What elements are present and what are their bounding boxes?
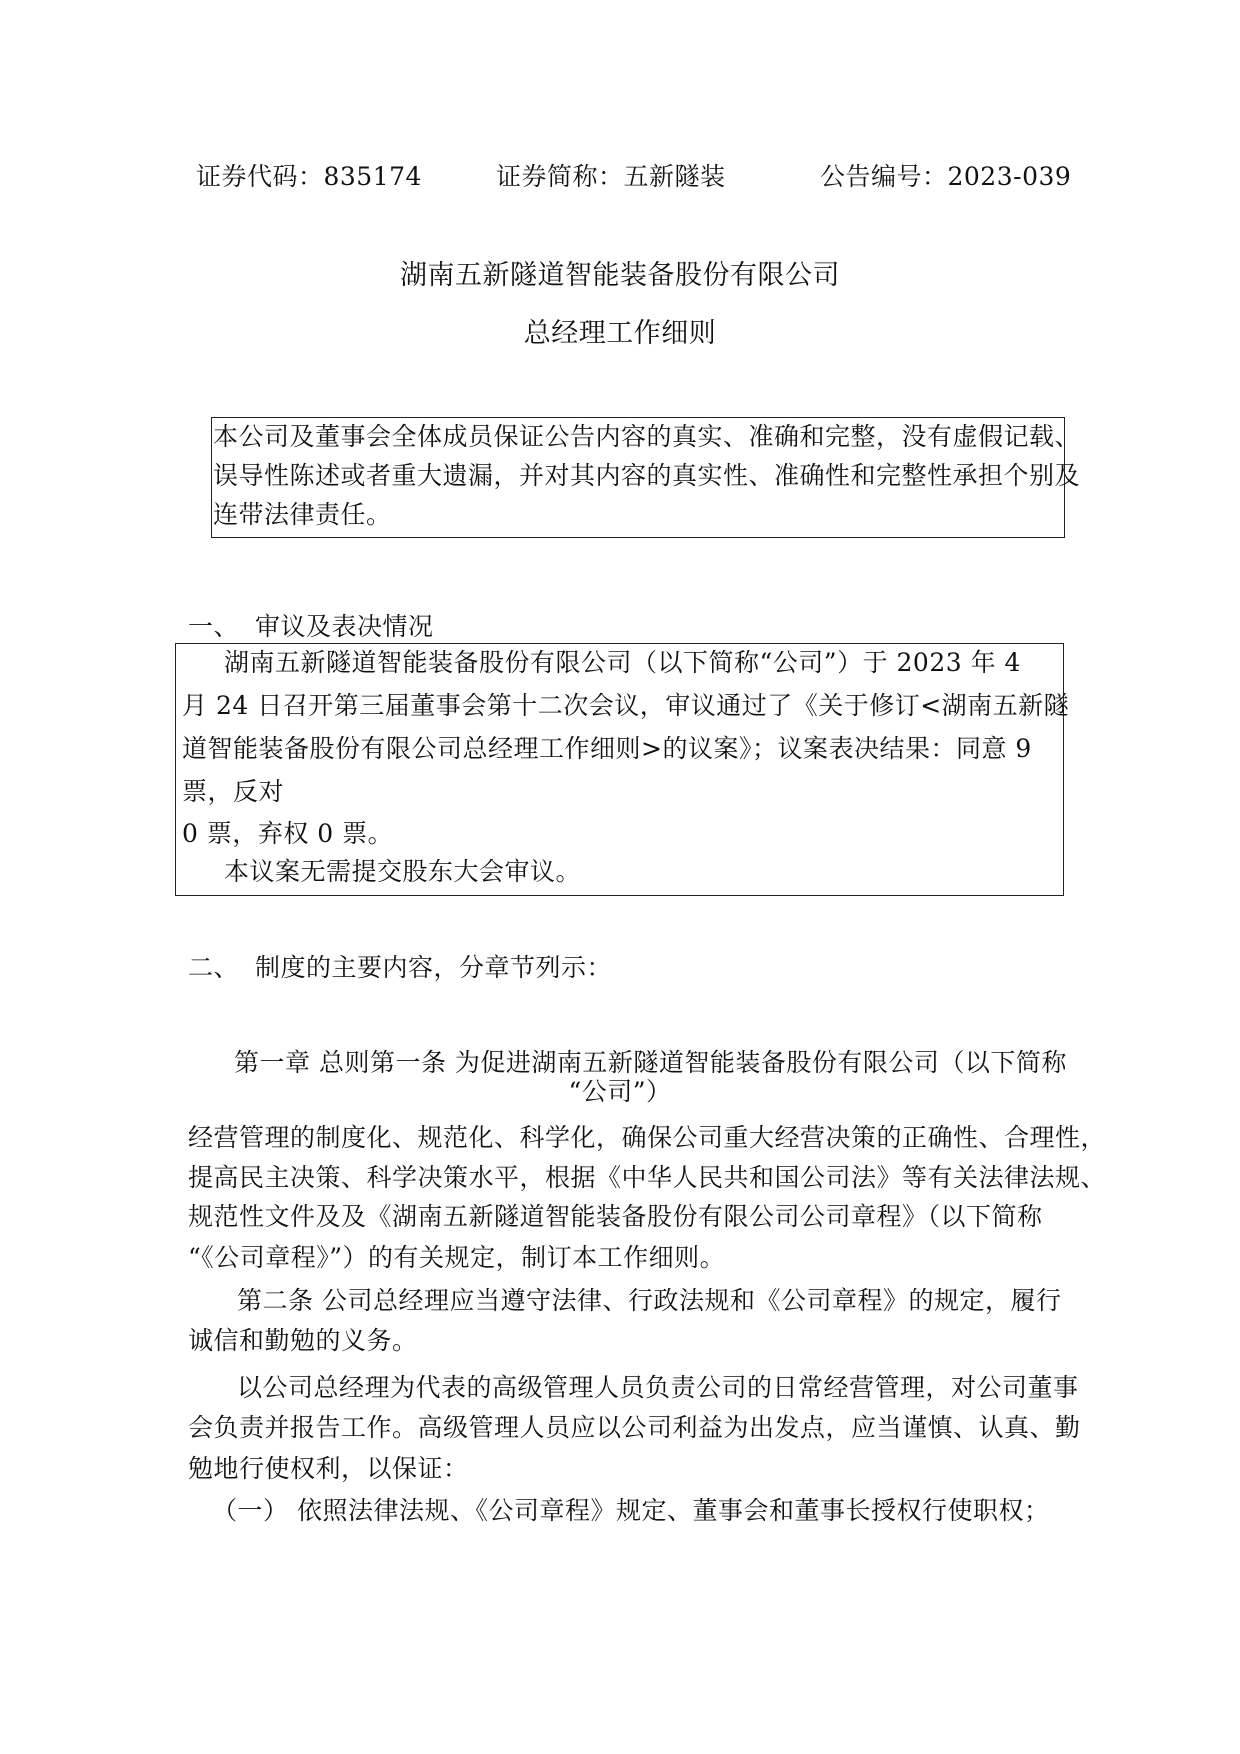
disclaimer-line: 误导性陈述或者重大遗漏，并对其内容的真实性、准确性和完整性承担个别及 <box>213 461 1081 490</box>
document-title: 总经理工作细则 <box>523 318 717 349</box>
section2-heading: 制度的主要内容，分章节列示： <box>255 953 613 982</box>
chapter-line-2: “公司”） <box>568 1077 672 1106</box>
body-line: （一） 依照法律法规、《公司章程》规定、董事会和董事长授权行使职权； <box>212 1496 1050 1525</box>
disclaimer-line: 本公司及董事会全体成员保证公告内容的真实、准确和完整，没有虚假记载、 <box>213 422 1081 451</box>
disclaimer-box <box>211 417 1081 538</box>
review-line: 道智能装备股份有限公司总经理工作细则>的议案》；议案表决结果：同意 9 <box>182 734 1032 763</box>
body-line: 勉地行使权利，以保证： <box>188 1454 469 1483</box>
section1-number: 一、 <box>188 612 240 641</box>
notice-number: 公告编号：2023-039 <box>820 162 1072 191</box>
review-line: 本议案无需提交股东大会审议。 <box>224 857 582 886</box>
company-title: 湖南五新隧道智能装备股份有限公司 <box>400 260 840 291</box>
section1-heading: 审议及表决情况 <box>255 612 434 641</box>
body-line: 规范性文件及及《湖南五新隧道智能装备股份有限公司公司章程》（以下简称 <box>188 1202 1043 1231</box>
body-line: “《公司章程》”）的有关规定，制订本工作细则。 <box>188 1243 726 1272</box>
disclaimer-line: 连带法律责任。 <box>213 500 392 529</box>
body-line: 第二条 公司总经理应当遵守法律、行政法规和《公司章程》的规定，履行 <box>237 1286 1062 1315</box>
body-line: 以公司总经理为代表的高级管理人员负责公司的日常经营管理，对公司董事 <box>237 1373 1079 1402</box>
body-line: 会负责并报告工作。高级管理人员应以公司利益为出发点，应当谨慎、认真、勤 <box>188 1413 1081 1442</box>
stock-code: 证券代码：835174 <box>196 162 422 191</box>
review-line: 湖南五新隧道智能装备股份有限公司（以下简称“公司”）于 2023 年 4 <box>224 648 1021 677</box>
body-line: 诚信和勤勉的义务。 <box>188 1326 418 1355</box>
review-line: 票，反对 <box>182 777 285 806</box>
stock-name: 证券简称：五新隧装 <box>496 162 726 191</box>
body-line: 提高民主决策、科学决策水平，根据《中华人民共和国公司法》等有关法律法规、 <box>188 1163 1107 1192</box>
review-box <box>175 643 1070 896</box>
section2-number: 二、 <box>188 953 240 982</box>
review-line: 月 24 日召开第三届董事会第十二次会议，审议通过了《关于修订<湖南五新隧 <box>182 691 1070 720</box>
chapter-line: 第一章 总则第一条 为促进湖南五新隧道智能装备股份有限公司（以下简称 <box>234 1048 1067 1077</box>
body-line: 经营管理的制度化、规范化、科学化，确保公司重大经营决策的正确性、合理性， <box>188 1123 1107 1152</box>
review-line: 0 票，弃权 0 票。 <box>182 819 394 848</box>
